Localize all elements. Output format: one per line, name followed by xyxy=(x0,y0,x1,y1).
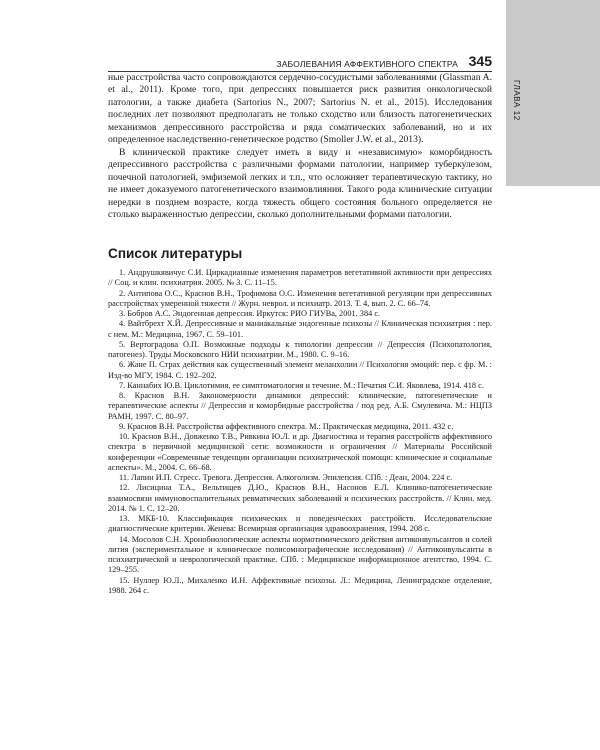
body-paragraph: ные расстройства часто сопровождаются сердечно-сосудистыми заболеваниями (Glassman A. et al., 2011). Кроме того, при депрессиях повышается риск развития онкологической патологии, а также диабета (Sartorius N., 2007; Sartorius N. et al., 2015). Исследования последних лет позволяют предполагать не только сходство или близость патогенетических механизмов депрессивного расстройства и ряда соматических заболеваний, но и их определенное наследственно-генетическое родство (Smoller J.W. et al., 2013). xyxy=(108,72,492,146)
reference-item: 13. МКБ-10. Классификация психических и поведенческих расстройств. Исследовательские диагностические критерии. Женева: Всемирная организация здравоохранения, 1994. 208 с. xyxy=(108,514,492,534)
body-text xyxy=(108,72,492,221)
reference-item: 10. Краснов В.Н., Довженко Т.В., Ривкина Ю.Л. и др. Диагностика и терапия расстройств аффективного спектра в первичной медицинской сети: возможности и ограничения // Материалы Российской конференции «Современные тенденции организации психиатрической помощи: клинические и социальные аспекты». М., 2004. С. 66–68. xyxy=(108,432,492,472)
reference-item: 3. Бобров А.С. Эндогенная депрессия. Иркутск: РИО ГИУВа, 2001. 384 с. xyxy=(119,309,381,318)
page-number: 345 xyxy=(468,53,492,69)
reference-item: 4. Вайтбрехт Х.Й. Депрессивные и маниакальные эндогенные психозы // Клиническая психиатрия : пер. с нем. М.: Медицина, 1967. С. 59–101. xyxy=(108,319,492,339)
reference-item: 1. Андрушкявичус С.И. Циркадианные изменения параметров вегетативной активности при депрессиях // Соц. и клин. психиатрия. 2005. № 3. С. 11–15. xyxy=(108,268,492,288)
reference-item: 14. Мосолов С.Н. Хронобиологические аспекты нормотимического действия антиконвульсантов и солей лития (экспериментальное и клиническое полисомнографические исследования) // Антиконвульсанты в психиатрической и неврологической практике. СПб. : Медицинское информационное агентство, 1994. С. 129–255. xyxy=(108,534,492,575)
reference-item: 11. Лапин И.П. Стресс. Тревога. Депрессия. Алкоголизм. Эпилепсия. СПб. : Деан, 2004. 224 с. xyxy=(119,473,453,482)
reference-item: 2. Антипова О.С., Краснов В.Н., Трофимова О.С. Изменения вегетативной регуляции при депрессивных расстройствах умеренной тяжести // Журн. неврол. и психиатр. 2013. Т. 4, вып. 2. С. 66–74. xyxy=(108,288,492,308)
body-paragraph: В клинической практике следует иметь в виду и «независимую» коморбидность депрессивного расстройства с различными формами патологии, например туберкулезом, почечной патологией, эмфиземой легких и т.п., что осложняет терапевтическую тактику, но не имеет доказуемого патогенетического взаимовлияния. Такого рода клинические ситуации нередки в позднем возрасте, когда тяжесть общего состояния больного определяется не столько выраженностью депрессии, сколько дополнительными формами патологии. xyxy=(108,146,492,220)
references-list xyxy=(108,268,492,596)
reference-item: 8. Краснов В.Н. Закономерности динамики депрессий: клинические, патогенетические и терапевтические аспекты // Депрессия и коморбидные расстройства / под ред. А.Б. Смулевича. М.: НЦПЗ РАМН, 1997. С. 80–97. xyxy=(108,391,492,421)
running-head xyxy=(108,52,492,72)
reference-item: 12. Лисицина Т.А., Вельтищев Д.Ю., Краснов В.Н., Насонов Е.Л. Клинико-патогенетические взаимосвязи иммуновоспалительных ревматических заболеваний и психических расстройств. // Клин. мед. 2014. № 1. С. 12–20. xyxy=(108,483,492,513)
reference-item: 6. Жане П. Страх действия как существенный элемент меланхолии // Психология эмоций: пер. с фр. М. : Изд-во МГУ, 1984. С. 192–202. xyxy=(108,360,492,380)
reference-item: 15. Нуллер Ю.Л., Михаленко И.Н. Аффективные психозы. Л.: Медицина, Ленинградское отделение, 1988. 264 с. xyxy=(108,575,492,595)
section-title: ЗАБОЛЕВАНИЯ АФФЕКТИВНОГО СПЕКТРА xyxy=(276,59,458,69)
chapter-tab-label: ГЛАВА 12 xyxy=(512,80,521,121)
references-heading: Список литературы xyxy=(108,246,243,261)
reference-item: 9. Краснов В.Н. Расстройства аффективного спектра. М.: Практическая медицина, 2011. 432 с. xyxy=(119,421,454,431)
reference-item: 5. Вертоградова О.П. Возможные подходы к типологии депрессии // Депрессия (Психопатология, патогенез). Труды Московского НИИ психиатрии. М., 1980. С. 9–16. xyxy=(108,339,492,359)
reference-item: 7. Каннабих Ю.В. Циклотимия, ее симптоматология и течение. М.: Печатня С.И. Яковлева, 1914. 418 с. xyxy=(119,380,484,390)
